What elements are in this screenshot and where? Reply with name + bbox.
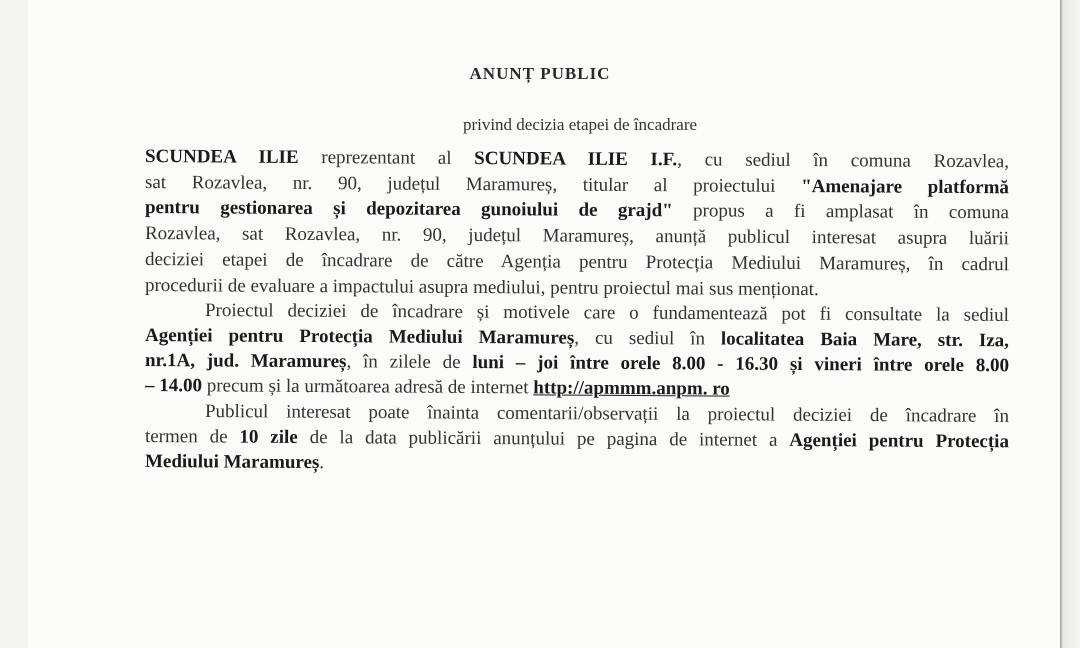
bold-text: Agenției pentru Protecția Mediului Maramureș [144, 325, 575, 349]
bold-text: pentru gestionarea și depozitarea gunoiului de grajd" [144, 197, 673, 222]
text-segment: de la data publicării anunțului pe pagina de internet a [297, 426, 790, 451]
bold-text: "Amenajare platformă [801, 176, 1010, 199]
bold-text: nr.1A, jud. Maramureș [144, 350, 347, 373]
bold-text: 10 zile [239, 426, 298, 448]
bold-text: Mediului Maramureș [144, 451, 320, 474]
document-title: ANUNȚ PUBLIC [469, 64, 611, 83]
text-segment: sat Rozavlea, nr. 90, județul Maramureș, titular al proiectului [144, 172, 802, 198]
text-segment: . [319, 452, 325, 474]
bold-text: SCUNDEA ILIE I.F. [474, 148, 678, 171]
text-segment: propus a fi amplasat în comuna [672, 200, 1010, 224]
text-segment: termen de [144, 426, 240, 448]
page-edge [1060, 0, 1080, 648]
bold-text: Agenției pentru Protecția [789, 429, 1010, 453]
text-segment: procedurii de evaluare a impactului asupra mediului, pentru proiectul mai sus menționat. [144, 275, 819, 301]
bold-text: SCUNDEA ILIE [144, 146, 299, 168]
bold-text: – 14.00 [144, 375, 203, 397]
text-segment: reprezentant al [298, 146, 475, 170]
text-segment: , cu sediul în comuna Rozavlea, [677, 149, 1010, 173]
document-subtitle: privind decizia etapei de încadrare [462, 115, 698, 134]
text-segment: Rozavlea, sat Rozavlea, nr. 90, județul Maramureș, anunță publicul interesat asupra luării [144, 223, 1010, 250]
bold-text: localitatea Baia Mare, str. Iza, [720, 328, 1010, 352]
bold-text: luni – joi între orele 8.00 - 16.30 și vineri între orele 8.00 [472, 351, 1010, 377]
website-link[interactable]: http://apmmm.anpm. ro [533, 377, 730, 400]
text-segment: deciziei etapei de încadrare de către Agenția pentru Protecția Mediului Maramureș, în cadrul [144, 249, 1010, 276]
text-segment: , cu sediul în [574, 327, 721, 350]
text-segment: precum și la următoarea adresă de internet [201, 375, 534, 399]
text-segment: Publicul interesat poate înainta comentarii/observații la proiectul deciziei de încadrare în [204, 401, 1010, 427]
text-segment: , în zilele de [346, 351, 473, 373]
text-segment: Proiectul deciziei de încadrare și motivele care o fundamentează pot fi consultate la sediul [204, 300, 1010, 326]
